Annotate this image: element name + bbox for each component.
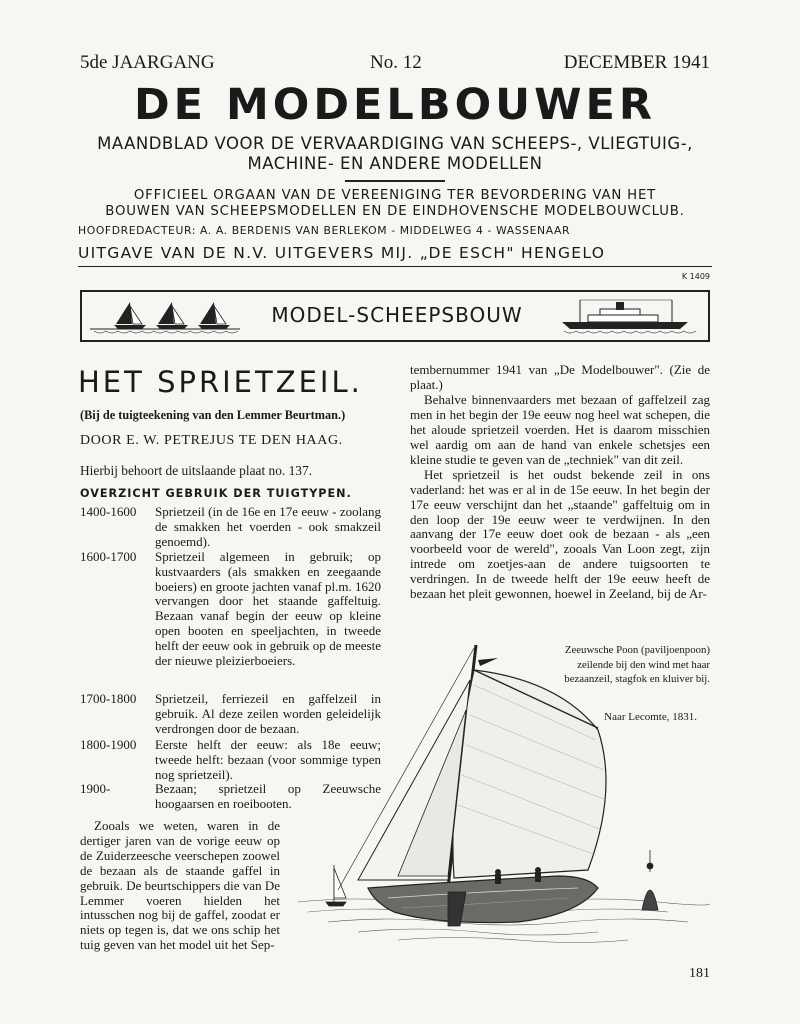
paragraph-text: Het sprietzeil is het oudst bekende zeil in ons vaderland: het was er al in de 15e eeuw. In het begin der 17e eeuw verschijnt dan het „staande" gaffeltuig om in den loop der 19e eeuw weer te verdwijnen. In den aanvang der 17e eeuw doet ook de bezaan - als „een voorbeeld voor de wereld", zooals Van Loon zegt, zijn intrede om zoetjes-aan de andere tuigsoorten te verdringen. In de tweede helft der 19e eeuw heeft de bezaan het pleit gewonnen, hoewel in Zeeland, bij de Ar- [410,466,710,602]
title-separator [345,180,445,182]
official-organ [78,188,712,220]
magazine-subtitle [78,134,712,174]
period-label: 1400-1600 [80,504,137,519]
page-number: 181 [689,966,710,981]
publisher-line: UITGAVE VAN DE N.V. UITGEVERS MIJ. „DE ESCH" HENGELO [78,244,606,262]
period-text: Eerste helft der eeuw: als 18e eeuw; tweede helft: bezaan (voor sommige typen nog sprietzeil). [155,737,381,782]
figure-caption: Zeeuwsche Poon (paviljoenpoon) zeilende bij den wind met haar bezaanzeil, stagfok en kluiver bij. [564,644,710,686]
section-title: MODEL-SCHEEPSBOUW [271,303,523,327]
period-text: Sprietzeil (in de 16e en 17e eeuw - zoolang de smakken het voerden - ook smakzeil genoemd). [155,504,381,549]
period-text: Bezaan; sprietzeil op Zeeuwsche hoogaarsen en roeibooten. [155,781,381,811]
period-label: 1600-1700 [80,549,137,564]
right-column [410,363,710,602]
period-label: 1700-1800 [80,691,137,706]
left-paragraph [80,819,280,953]
subtitle-line-1: MAANDBLAD VOOR DE VERVAARDIGING VAN SCHEEPS-, VLIEGTUIG-, [97,134,693,153]
official-line-2: BOUWEN VAN SCHEEPSMODELLEN EN DE EINDHOVENSCHE MODELBOUWCLUB. [105,204,685,219]
period-label: 1800-1900 [80,737,137,752]
paragraph-text: Zooals we weten, waren in de dertiger jaren van de vorige eeuw op de Zuiderzeesche veerschepen zoowel de bezaan als de staande gaffel in gebruik. De beurtschippers die van De Lemmer voeren hielden het intusschen nog bij de gaffel, zoodat er niets op tegen is, dat we ons schip het tuig geven van het model uit het Sep- [80,818,280,953]
period-text: Sprietzeil, ferriezeil en gaffelzeil in gebruik. Al deze zeilen worden geleidelijk verdrongen door de bezaan. [155,691,381,736]
paragraph-text: Behalve binnenvaarders met bezaan of gaffelzeil zag men in het begin der 19e eeuw nog heel wat schepen, die het aloude sprietzeil voerden. Het is daarom misschien wel aardig om aan de hand van enkele schetsjes een kleine studie te geven van de „techniek" van dit zeil. [410,391,710,467]
issue-date: DECEMBER 1941 [563,52,710,73]
subtitle-line-2: MACHINE- EN ANDERE MODELLEN [247,154,543,173]
masthead-rule [78,266,712,267]
sailboats-icon [90,298,240,336]
issue-number: No. 12 [370,52,422,73]
volume-label: 5de JAARGANG [80,52,215,73]
figure-source: Naar Lecomte, 1831. [604,711,697,723]
overview-heading: OVERZICHT GEBRUIK DER TUIGTYPEN. [80,487,352,500]
article-author: DOOR E. W. PETREJUS TE DEN HAAG. [80,433,343,448]
magazine-title: DE MODELBOUWER [133,80,656,130]
masthead-top-line [80,52,710,76]
editor-line: HOOFDREDACTEUR: A. A. BERDENIS VAN BERLEKOM - MIDDELWEG 4 - WASSENAAR [78,224,571,237]
article-note: (Bij de tuigteekening van den Lemmer Beurtman.) [80,408,346,422]
print-code: K 1409 [681,272,710,281]
article-title: HET SPRIETZEIL. [78,365,363,399]
buoy [642,850,658,910]
plate-reference: Hierbij behoort de uitslaande plaat no. 137. [80,463,313,478]
official-line-1: OFFICIEEL ORGAAN VAN DE VEREENIGING TER BEVORDERING VAN HET [133,188,657,203]
section-banner [80,290,710,342]
steamship-icon [560,298,700,336]
paragraph-text: tembernummer 1941 van „De Modelbouwer". (Zie de plaat.) [410,362,710,392]
period-text: Sprietzeil algemeen in gebruik; op kustvaarders (als smakken en zeegaande boeiers) en groote jachten vanaf pl.m. 1620 vervangen door het staande gaffeltuig. Bezaan vanaf begin der eeuw op kleine open booten en speeljachten, in tweede helft der eeuw ook in gebruik op de meeste der nieuwe pleizierboeiers. [155,549,381,668]
period-label: 1900- [80,781,111,796]
